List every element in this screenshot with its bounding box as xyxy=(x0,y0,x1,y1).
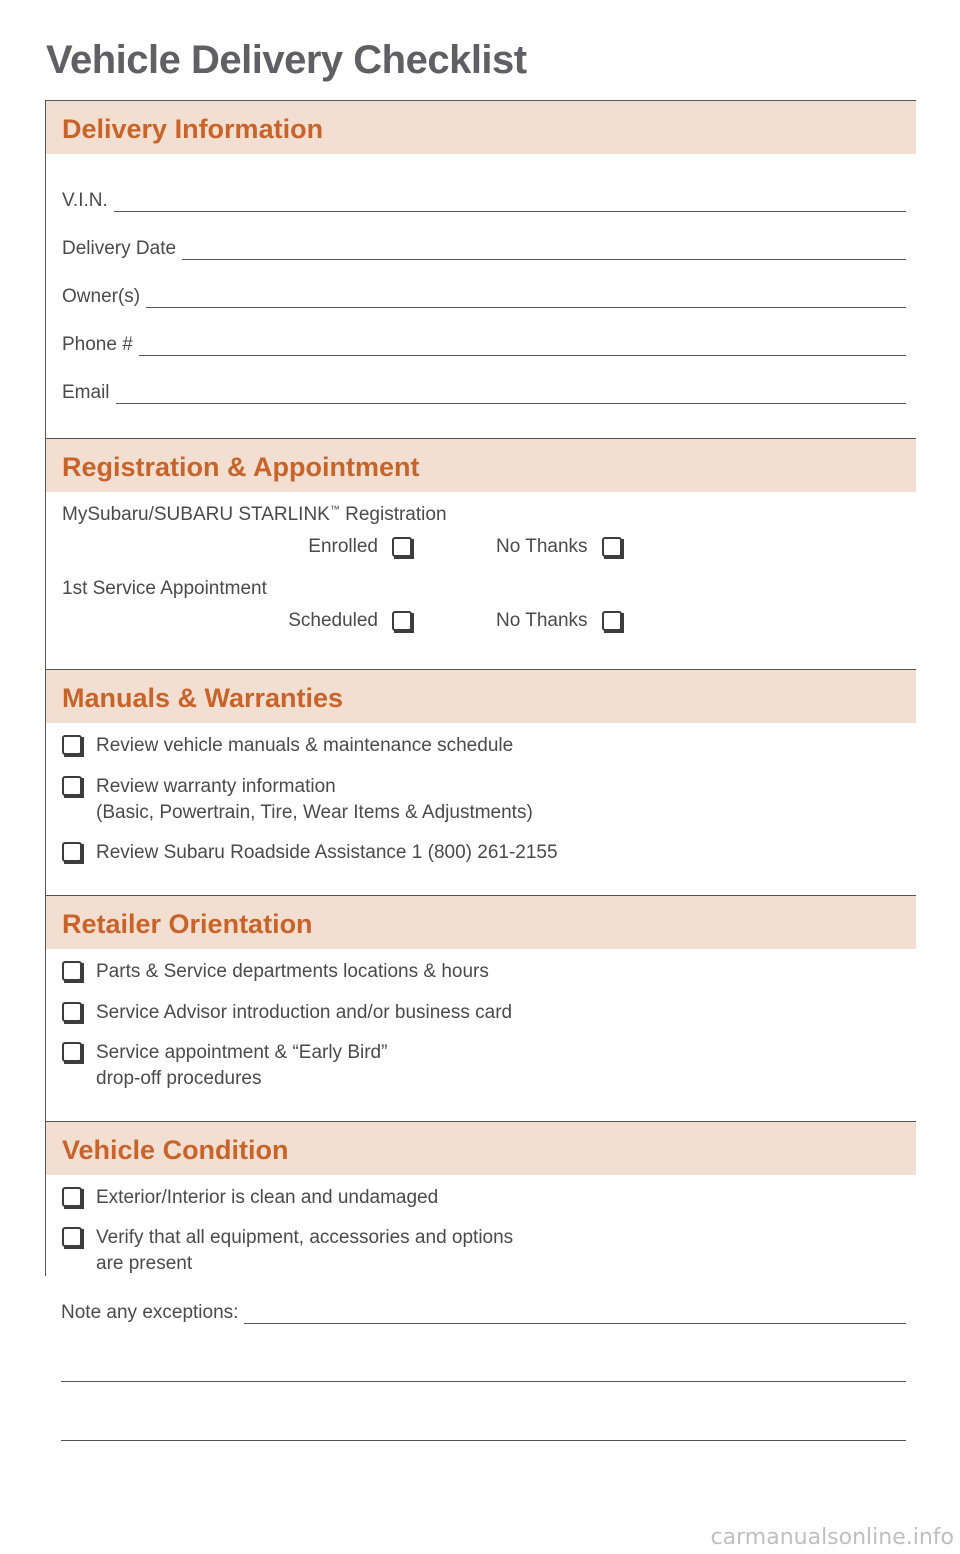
checkbox[interactable] xyxy=(62,776,82,796)
exceptions-extra-line[interactable] xyxy=(61,1381,906,1382)
section-header xyxy=(46,896,916,949)
registration-heading: Registration & Appointment xyxy=(62,452,420,482)
condition-section xyxy=(46,1121,916,1276)
checklist-item[interactable] xyxy=(62,840,902,866)
checklist-item[interactable] xyxy=(62,1185,902,1211)
checkbox[interactable] xyxy=(62,735,82,755)
exceptions-label: Note any exceptions: xyxy=(61,1302,239,1323)
email-label: Email xyxy=(62,382,110,403)
service-no-thanks-option[interactable] xyxy=(496,610,622,632)
vin-field[interactable] xyxy=(62,184,906,214)
checkbox[interactable] xyxy=(62,842,82,862)
phone-field[interactable] xyxy=(62,328,906,358)
starlink-no-thanks-checkbox[interactable] xyxy=(602,537,622,557)
checklist-item[interactable] xyxy=(62,959,902,985)
condition-heading: Vehicle Condition xyxy=(62,1135,289,1165)
checkbox[interactable] xyxy=(62,1227,82,1247)
service-no-thanks-label: No Thanks xyxy=(496,610,588,631)
service-no-thanks-checkbox[interactable] xyxy=(602,611,622,631)
item-text: Review Subaru Roadside Assistance 1 (800) 261-2155 xyxy=(96,842,558,863)
owners-input-line[interactable] xyxy=(146,307,906,308)
section-header xyxy=(46,101,916,154)
manuals-section xyxy=(46,669,916,895)
item-text: Parts & Service departments locations & hours xyxy=(96,961,489,982)
delivery-date-input-line[interactable] xyxy=(182,259,906,260)
email-field[interactable] xyxy=(62,376,906,406)
checklist-item[interactable] xyxy=(62,1040,902,1092)
owners-label: Owner(s) xyxy=(62,286,141,307)
phone-label: Phone # xyxy=(62,334,133,355)
starlink-no-thanks-option[interactable] xyxy=(496,536,622,558)
manuals-heading: Manuals & Warranties xyxy=(62,683,344,713)
page-title: Vehicle Delivery Checklist xyxy=(46,38,527,82)
checkbox[interactable] xyxy=(62,1042,82,1062)
item-text: Exterior/Interior is clean and undamaged xyxy=(96,1187,439,1208)
delivery-date-field[interactable] xyxy=(62,232,906,262)
registration-section xyxy=(46,438,916,669)
checklist-item[interactable] xyxy=(62,733,902,759)
item-text: Service Advisor introduction and/or business card xyxy=(96,1002,513,1023)
service-appointment-label: 1st Service Appointment xyxy=(62,578,267,599)
exceptions-field[interactable] xyxy=(61,1300,906,1326)
item-text: Service appointment & “Early Bird” drop-off procedures xyxy=(96,1042,388,1089)
owners-field[interactable] xyxy=(62,280,906,310)
exceptions-extra-line[interactable] xyxy=(61,1440,906,1441)
section-header xyxy=(46,439,916,492)
email-input-line[interactable] xyxy=(116,403,906,404)
checkbox[interactable] xyxy=(62,1002,82,1022)
section-header xyxy=(46,1122,916,1175)
checklist-item[interactable] xyxy=(62,774,902,826)
retailer-section xyxy=(46,895,916,1121)
scheduled-option[interactable] xyxy=(246,610,412,632)
delivery-section xyxy=(46,100,916,438)
starlink-no-thanks-label: No Thanks xyxy=(496,536,588,557)
checklist-item[interactable] xyxy=(62,1225,902,1277)
enrolled-option[interactable] xyxy=(246,536,412,558)
item-text: Review vehicle manuals & maintenance schedule xyxy=(96,735,514,756)
checkbox[interactable] xyxy=(62,1187,82,1207)
watermark: carmanualsonline.info xyxy=(710,1525,954,1550)
starlink-label: MySubaru/SUBARU STARLINK™ Registration xyxy=(62,504,447,525)
exceptions-input-line[interactable] xyxy=(244,1323,906,1324)
scheduled-checkbox[interactable] xyxy=(392,611,412,631)
checklist-frame xyxy=(45,100,915,1276)
delivery-date-label: Delivery Date xyxy=(62,238,177,259)
section-header xyxy=(46,670,916,723)
retailer-heading: Retailer Orientation xyxy=(62,909,313,939)
scheduled-label: Scheduled xyxy=(288,610,378,631)
checklist-item[interactable] xyxy=(62,1000,902,1026)
item-text: Review warranty information (Basic, Powertrain, Tire, Wear Items & Adjustments) xyxy=(96,776,533,823)
enrolled-label: Enrolled xyxy=(308,536,378,557)
checkbox[interactable] xyxy=(62,961,82,981)
enrolled-checkbox[interactable] xyxy=(392,537,412,557)
item-text: Verify that all equipment, accessories and options are present xyxy=(96,1227,514,1274)
phone-input-line[interactable] xyxy=(139,355,906,356)
delivery-heading: Delivery Information xyxy=(62,114,324,144)
vin-label: V.I.N. xyxy=(62,190,108,211)
vin-input-line[interactable] xyxy=(114,211,906,212)
